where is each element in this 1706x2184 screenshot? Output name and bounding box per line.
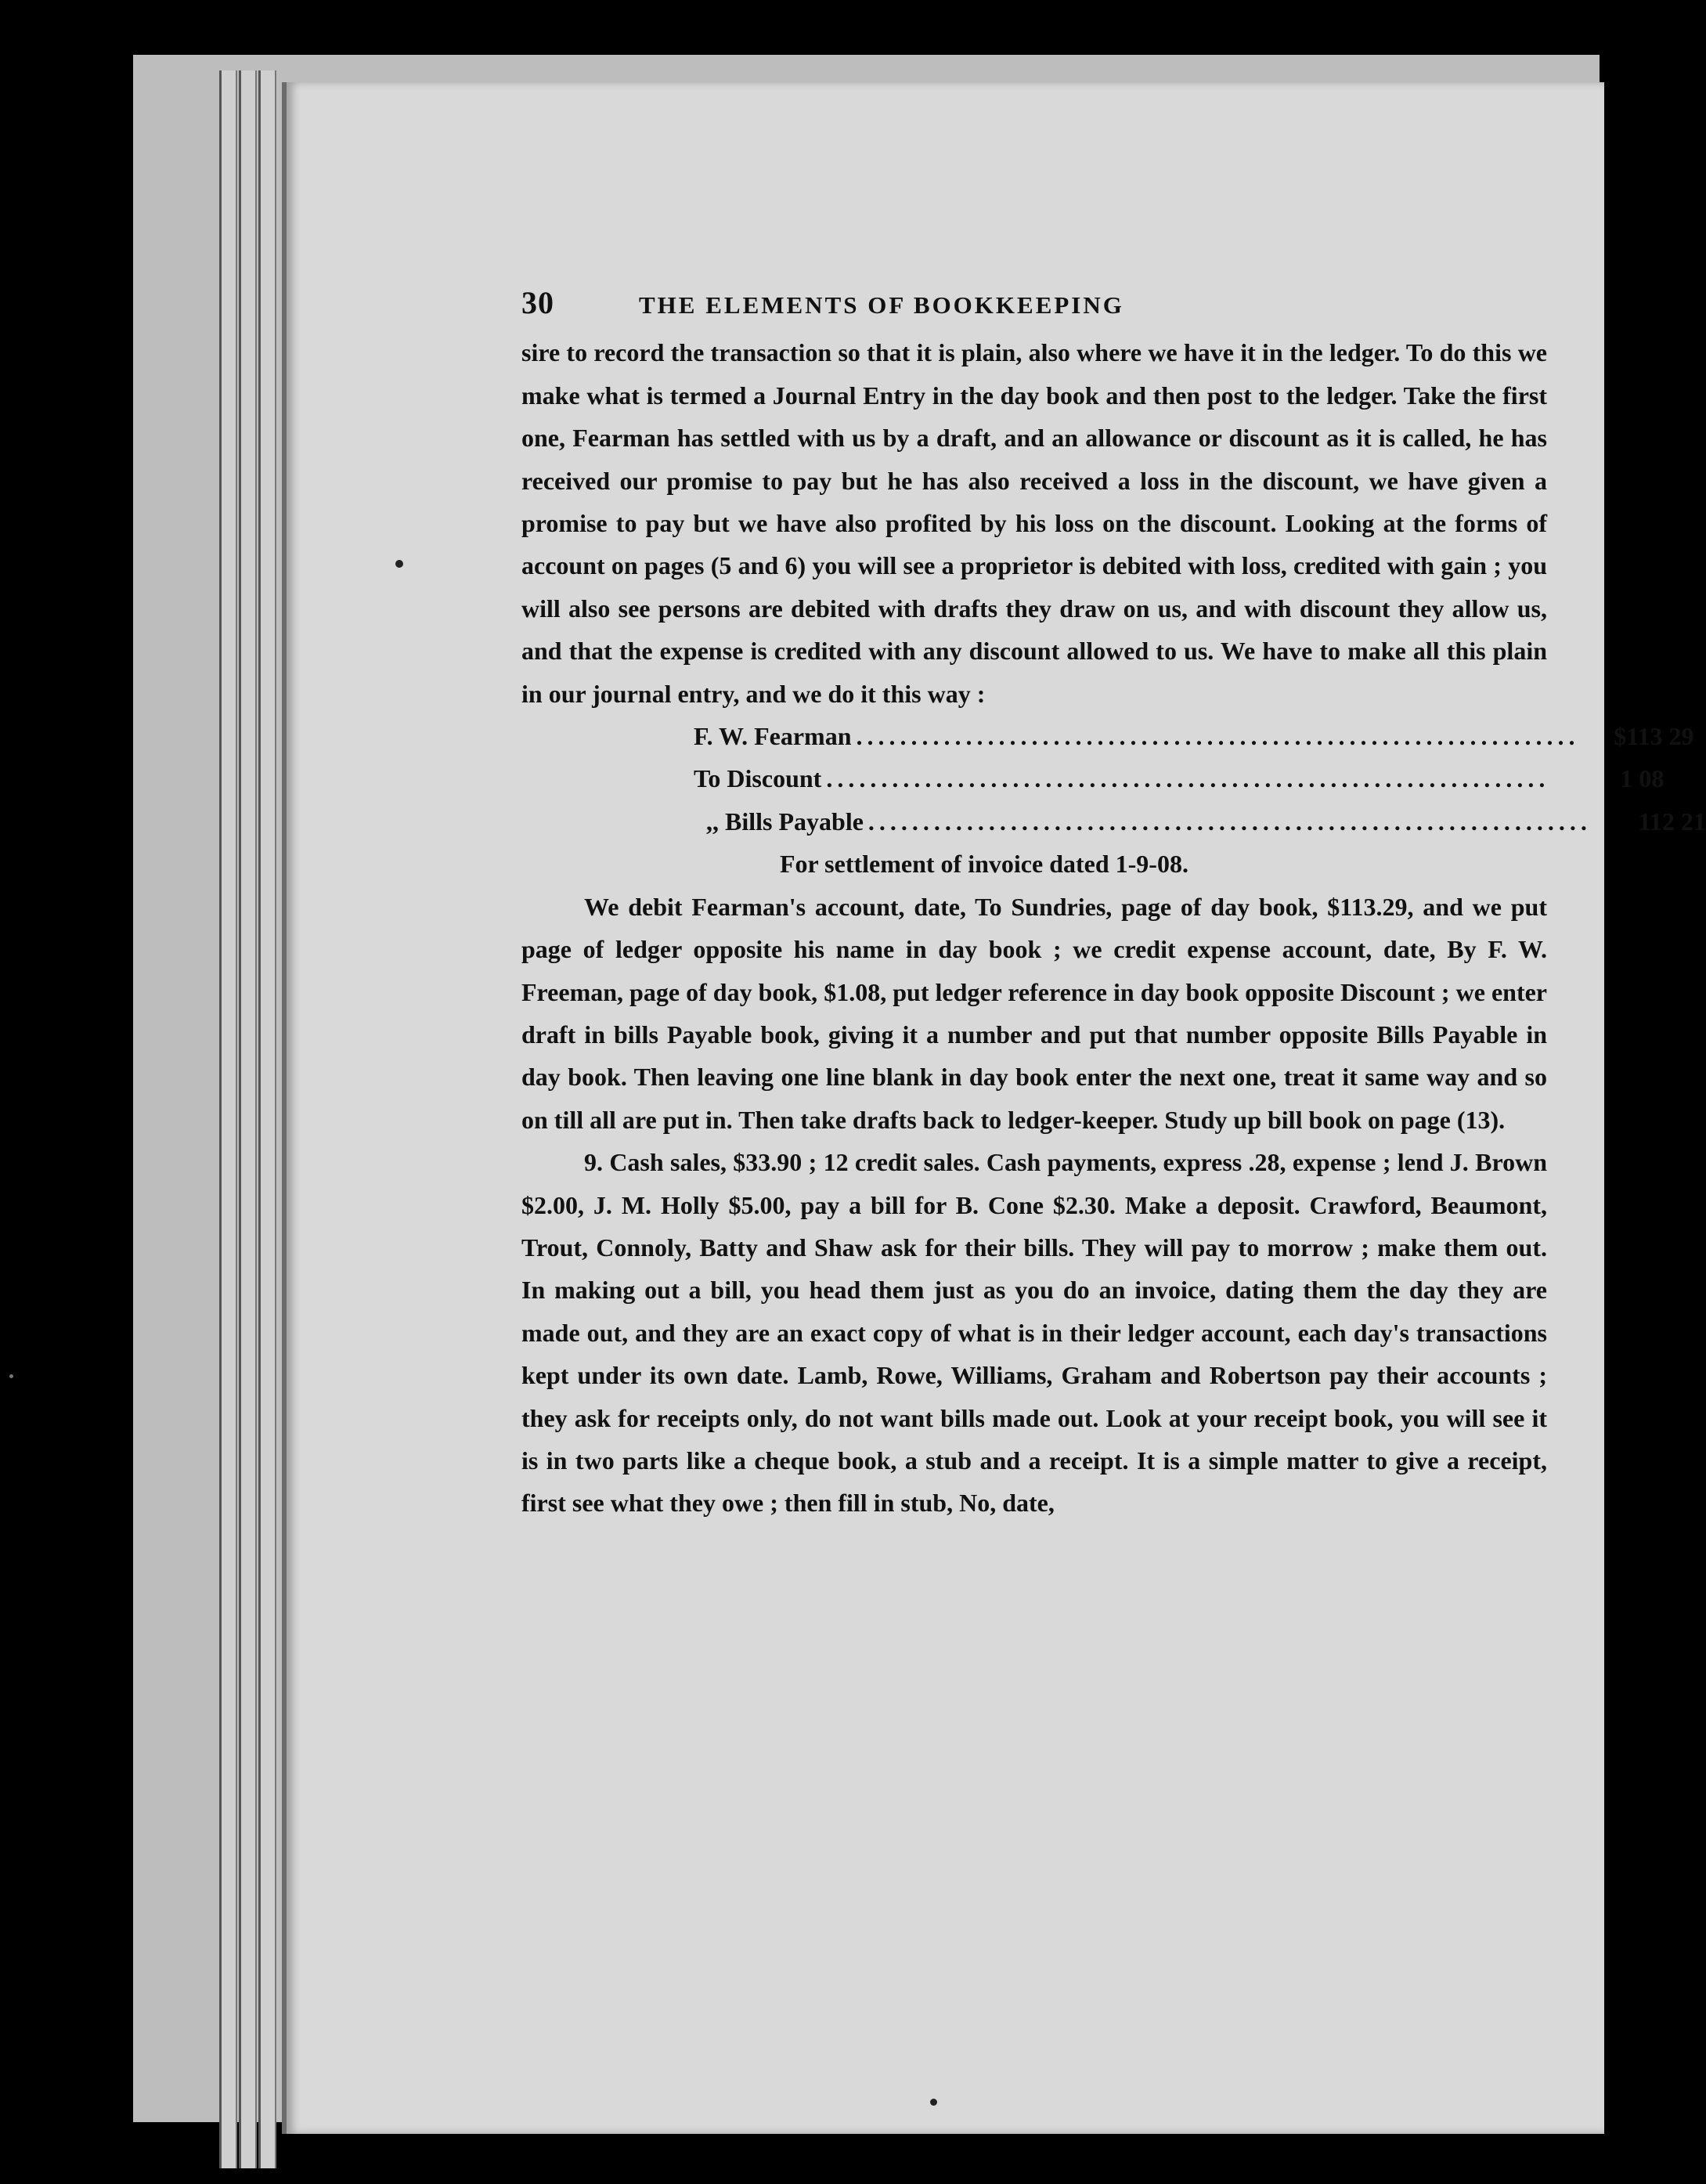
paragraph: 9. Cash sales, $33.90 ; 12 credit sales. Cash payments, express .28, expense ; lend J. Brown $2.00, J. M. Holly $5.00, pay a bill for B. Cone $2.30. Make a deposit. Crawford, Beaumont, Trout, Connoly, Batty and Shaw ask for their bills. They will pay to morrow ; make them out. In making out a bill, you head them just as you do an invoice, dating them the day they are made out, and they are an exact copy of what is in their ledger account, each day's transactions kept under its own date. Lamb, Rowe, Williams, Graham and Robertson pay their accounts ; they ask for receipts only, do not want bills made out. Look at your receipt book, you will see it is in two parts like a cheque book, a stub and a receipt. It is a simple matter to give a receipt, first see what they owe ; then fill in stub, No, date, — [521, 1148, 1547, 1518]
journal-entry-amount: 112 21 — [1638, 807, 1706, 836]
journal-entry-label: F. W. Fearman — [694, 722, 852, 751]
journal-note: For settlement of invoice dated 1-9-08. — [780, 850, 1188, 879]
book-page — [282, 82, 1706, 2134]
scan-speck — [9, 1374, 13, 1378]
scan-speck — [395, 560, 403, 568]
leader-dots: .................................................................. — [826, 764, 1550, 793]
journal-entry-amount: $113 29 — [1614, 722, 1694, 751]
paragraph: We debit Fearman's account, date, To Sundries, page of day book, $113.29, and we put page of ledger opposite his name in day book ; we credit expense account, date, By F. W. Freeman, page of day book, $1.08, put ledger reference in day book opposite Discount ; we enter draft in bills Payable book, giving it a number and put that number opposite Bills Payable in day book. Then leaving one line blank in day book enter the next one, treat it same way and so on till all are put in. Then take drafts back to ledger-keeper. Study up bill book on page (13). — [521, 892, 1547, 1134]
scan-speck — [930, 2099, 937, 2106]
paragraph: sire to record the transaction so that it is plain, also where we have it in the ledger. To do this we make what is termed a Journal Entry in the day book and then post to the ledger. Take the first one, Fearman has settled with us by a draft, and an allowance or discount as it is called, he has received our promise to pay but he has also received a loss in the discount, we have given a promise to pay but we have also profited by his loss on the discount. Looking at the forms of account on pages (5 and 6) you will see a proprietor is debited with loss, credited with gain ; you will also see persons are debited with drafts they draw on us, and with discount they allow us, and that the expense is credited with any discount allowed to us. We have to make all this plain in our journal entry, and we do it this way : — [521, 338, 1547, 708]
page-edge — [258, 70, 276, 2168]
running-title: THE ELEMENTS OF BOOKKEEPING — [639, 291, 1124, 319]
leader-dots: .................................................................. — [856, 722, 1580, 751]
page-edge — [219, 70, 237, 2168]
journal-entry-line — [521, 757, 1665, 800]
page-text — [521, 282, 1706, 1525]
page-header — [521, 282, 1547, 327]
journal-entry-line — [521, 715, 1694, 757]
journal-entry-line — [521, 800, 1706, 843]
page-number: 30 — [521, 285, 554, 320]
page-edge — [239, 70, 257, 2168]
journal-entry-label: ,, Bills Payable — [706, 807, 864, 836]
leader-dots: .................................................................. — [867, 807, 1592, 836]
journal-entry-amount: 1 08 — [1620, 764, 1665, 793]
journal-entry-label: To Discount — [694, 764, 822, 793]
